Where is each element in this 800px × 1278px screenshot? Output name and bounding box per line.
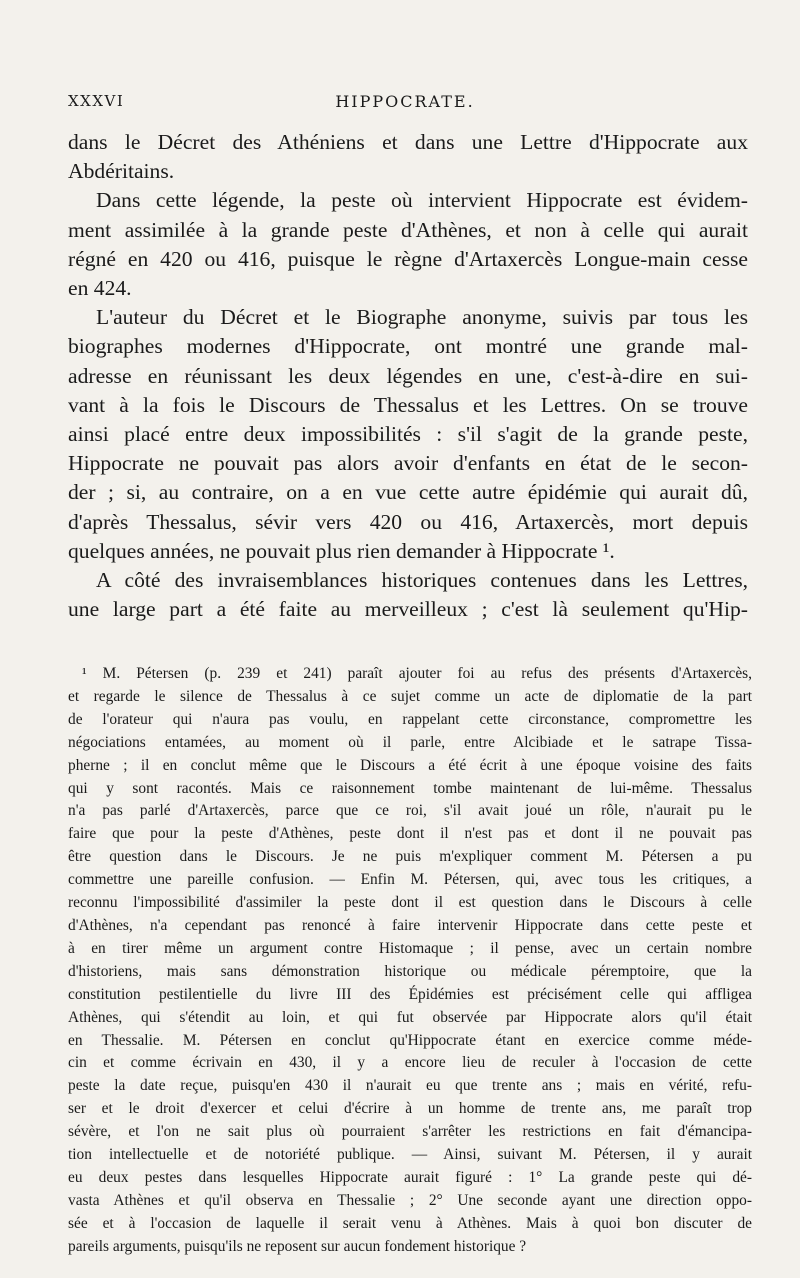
footnote-line: sévère, et l'on ne sait plus où pourraient s'arrêter les restrictions en fait d'émancipa- (68, 1123, 752, 1141)
footnote-line: vasta Athènes et qu'il observa en Thessalie ; 2° Une seconde ayant une direction oppo- (68, 1191, 752, 1209)
body-line: régné en 420 ou 416, puisque le règne d'Artaxercès Longue-main cesse (68, 246, 748, 271)
footnote-line: d'Athènes, n'a cependant pas renoncé à faire intervenir Hippocrate dans cette peste et (68, 916, 752, 934)
footnote-line: négociations entamées, au moment où il parle, entre Alcibiade et le satrape Tissa- (68, 733, 752, 751)
footnote-line: ¹ M. Pétersen (p. 239 et 241) paraît ajouter foi au refus des présents d'Artaxercès, (82, 665, 752, 682)
body-line: ment assimilée à la grande peste d'Athènes, et non à celle qui aurait (68, 217, 748, 242)
footnote-line: constitution pestilentielle du livre III des Épidémies est précisément celle qui affligea (68, 985, 752, 1003)
footnote-line: reconnu l'impossibilité d'assimiler la peste dont il est question dans le Discours à celle (68, 894, 752, 912)
running-title: HIPPOCRATE. (335, 92, 475, 111)
footnote-line: de l'orateur qui n'aura pas voulu, en rappelant cette circonstance, compromettre les (68, 710, 752, 728)
footnote-line: pareils arguments, puisqu'ils ne reposent sur aucun fondement historique ? (68, 1237, 527, 1255)
footnote-line: Athènes, qui s'étendit au loin, et qui fut observée par Hippocrate alors qu'il était (68, 1008, 752, 1026)
footnote-line: à en tirer même un argument contre Histomaque ; il pense, avec un certain nombre (68, 939, 752, 957)
page-header (68, 92, 742, 114)
footnote-line: ser et le droit d'exercer et celui d'écrire à un homme de trente ans, me paraît trop (68, 1100, 752, 1118)
footnote-line: d'historiens, mais sans démonstration historique ou médicale péremptoire, que la (68, 962, 752, 980)
body-line: vant à la fois le Discours de Thessalus et les Lettres. On se trouve (68, 392, 748, 417)
page-number: XXXVI (68, 92, 125, 110)
body-line: d'après Thessalus, sévir vers 420 ou 416, Artaxercès, mort depuis (68, 509, 748, 534)
footnote-line: cin et comme écrivain en 430, il y a encore lieu de reculer à l'occasion de cette (68, 1054, 752, 1072)
footnote-line: n'a pas parlé d'Artaxercès, parce que ce roi, s'il avait joué un rôle, n'aurait pu le (68, 802, 752, 820)
body-line: der ; si, au contraire, on a en vue cette autre épidémie qui aurait dû, (68, 480, 748, 505)
body-text (68, 128, 748, 624)
body-line: Abdéritains. (68, 159, 175, 184)
body-line: adresse en réunissant les deux légendes en une, c'est-à-dire en sui- (68, 363, 748, 388)
body-line: quelques années, ne pouvait plus rien demander à Hippocrate ¹. (68, 538, 615, 563)
footnote-line: être question dans le Discours. Je ne puis m'expliquer comment M. Pétersen a pu (68, 848, 752, 866)
body-line: ainsi placé entre deux impossibilités : s'il s'agit de la grande peste, (68, 422, 748, 447)
body-line: Dans cette légende, la peste où intervient Hippocrate est évidem- (96, 188, 748, 213)
footnote-line: sée et à l'occasion de laquelle il serait venu à Athènes. Mais à quoi bon discuter de (68, 1214, 752, 1232)
body-line: en 424. (68, 276, 132, 301)
body-line: Hippocrate ne pouvait pas alors avoir d'enfants en état de le secon- (68, 451, 748, 476)
footnote (68, 663, 752, 1259)
body-line: A côté des invraisemblances historiques contenues dans les Lettres, (96, 568, 748, 593)
footnote-line: eu deux pestes dans lesquelles Hippocrate aurait figuré : 1° La grande peste qui dé- (68, 1168, 752, 1186)
footnote-line: faire que pour la peste d'Athènes, peste dont il n'est pas et dont il ne pouvait pas (68, 825, 752, 843)
footnote-line: commettre une pareille confusion. — Enfin M. Pétersen, qui, avec tous les critiques, a (68, 871, 752, 889)
body-line: L'auteur du Décret et le Biographe anonyme, suivis par tous les (96, 305, 748, 330)
footnote-line: tion intellectuelle et de notoriété publique. — Ainsi, suivant M. Pétersen, il y aurait (68, 1146, 752, 1164)
footnote-line: peste la date reçue, puisqu'en 430 il n'aurait eu que trente ans ; mais en vérité, refu- (68, 1077, 752, 1095)
footnote-line: pherne ; il en conclut même que le Discours a été écrit à une époque voisine des faits (68, 756, 752, 774)
body-line: dans le Décret des Athéniens et dans une Lettre d'Hippocrate aux (68, 130, 748, 154)
footnote-line: qui y sont racontés. Mais ce raisonnement tombe maintenant de lui-même. Thessalus (68, 779, 752, 797)
body-line: biographes modernes d'Hippocrate, ont montré une grande mal- (68, 334, 748, 359)
footnote-line: en Thessalie. M. Pétersen en conclut qu'Hippocrate étant en exercice comme méde- (68, 1031, 752, 1049)
footnote-line: et regarde le silence de Thessalus à ce sujet comme un acte de diplomatie de la part (68, 687, 752, 705)
body-line: une large part a été faite au merveilleux ; c'est là seulement qu'Hip- (68, 597, 748, 622)
